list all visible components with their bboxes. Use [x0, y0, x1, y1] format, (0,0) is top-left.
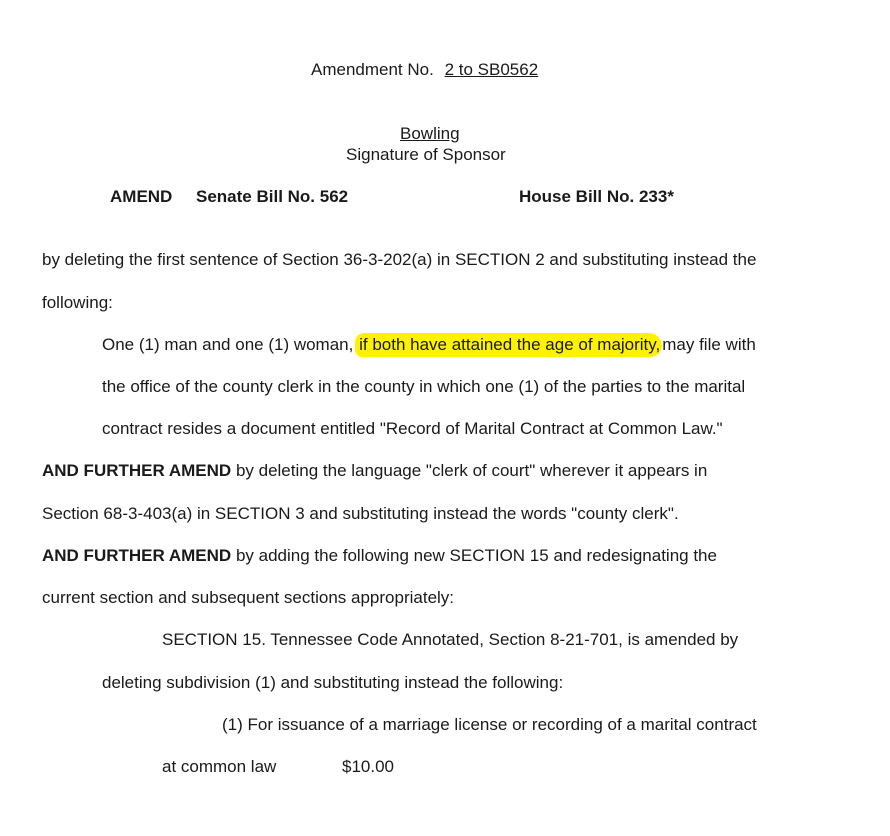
highlighted-text: if both have attained the age of majority,: [355, 333, 662, 357]
amend-paragraph: [42, 546, 717, 566]
quoted-line: contract resides a document entitled "Record of Marital Contract at Common Law.": [102, 419, 723, 438]
body-line: following:: [42, 293, 113, 312]
fee-label: at common law: [162, 757, 277, 776]
quoted-text: One (1) man and one (1) woman,: [102, 335, 354, 354]
quoted-line: [102, 335, 756, 355]
amendment-title: [311, 60, 538, 80]
body-line: by deleting the first sentence of Section 36-3-202(a) in SECTION 2 and substituting instead the: [42, 250, 757, 269]
further-amend-label: AND FURTHER AMEND: [42, 546, 232, 565]
body-text: by adding the following new SECTION 15 and redesignating the: [235, 546, 717, 565]
body-text: by deleting the language "clerk of court" wherever it appears in: [235, 461, 708, 480]
fee-amount: $10.00: [342, 757, 394, 776]
quoted-text: may file with: [662, 335, 756, 354]
house-bill-number: House Bill No. 233*: [519, 187, 674, 206]
amendment-number: 2 to SB0562: [444, 60, 539, 79]
section-15-line: SECTION 15. Tennessee Code Annotated, Section 8-21-701, is amended by: [162, 630, 739, 649]
sponsor-caption: Signature of Sponsor: [346, 145, 506, 164]
amend-label: AMEND: [110, 187, 173, 206]
further-amend-label: AND FURTHER AMEND: [42, 461, 232, 480]
sponsor-name: Bowling: [400, 124, 460, 143]
amendment-label: Amendment No.: [311, 60, 434, 79]
section-15-line: deleting subdivision (1) and substituting instead the following:: [102, 673, 564, 692]
senate-bill-number: Senate Bill No. 562: [196, 187, 349, 206]
subdivision-line: (1) For issuance of a marriage license or recording of a marital contract: [222, 715, 757, 734]
quoted-line: the office of the county clerk in the county in which one (1) of the parties to the marital: [102, 377, 746, 396]
body-line: Section 68-3-403(a) in SECTION 3 and substituting instead the words "county clerk".: [42, 504, 679, 523]
amend-paragraph: [42, 461, 707, 481]
body-line: current section and subsequent sections appropriately:: [42, 588, 455, 607]
